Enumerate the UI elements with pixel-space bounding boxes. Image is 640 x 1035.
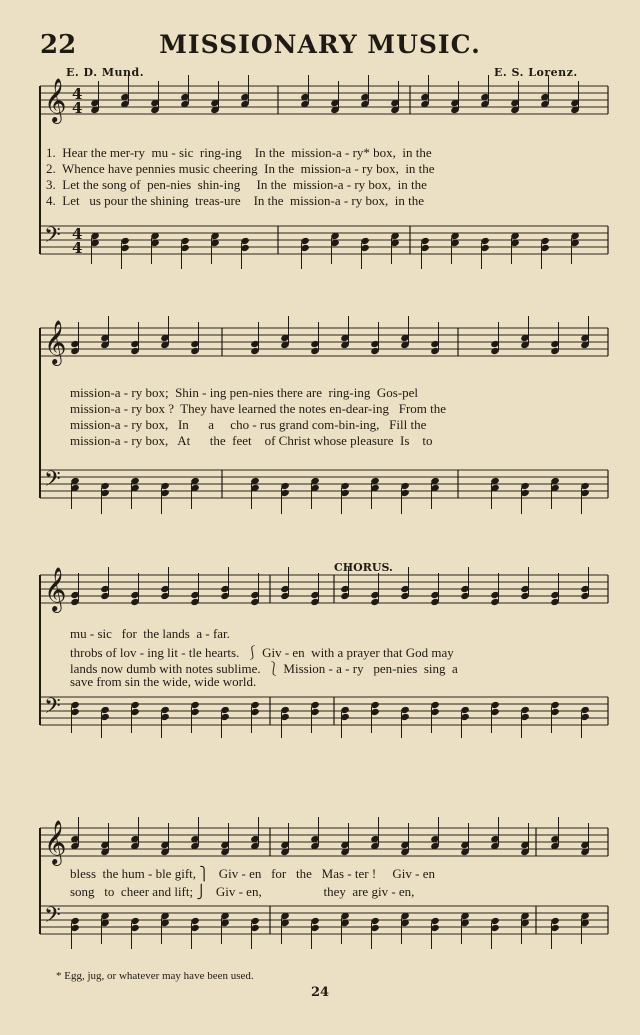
bass-clef: 𝄢 [44, 903, 61, 933]
chorus-label: CHORUS. [334, 561, 393, 574]
lyric-line: mission-a - ry box ? They have learned the notes en-dear-ing From the [70, 401, 447, 416]
lyric-line: song to cheer and lift; ⎭ Giv - en, they are giv - en, [70, 884, 415, 899]
lyric-line: bless the hum - ble gift, ⎫ Giv - en for the Mas - ter ! Giv - en [70, 866, 436, 881]
time-signature-digit: 4 [72, 239, 83, 257]
treble-clef: 𝄞 [44, 320, 67, 364]
time-signature-digit: 4 [72, 99, 83, 117]
time-signature-digit: 4 [72, 225, 83, 243]
bass-clef: 𝄢 [44, 467, 61, 497]
page-number: 22 [40, 30, 77, 60]
lyric-line: 4. Let us pour the shining treas-ure In the mission-a - ry box, in the [46, 193, 425, 208]
composer-credit: E. S. Lorenz. [494, 66, 578, 79]
lyric-line: lands now dumb with notes sublime. ⎱ Mission - a - ry pen-nies sing a [70, 661, 458, 676]
lyricist-credit: E. D. Mund. [66, 66, 145, 79]
bass-clef: 𝄢 [44, 694, 61, 724]
lyric-line: throbs of lov - ing lit - tle hearts. ⎰ Giv - en with a prayer that God may [70, 645, 454, 660]
lyric-line: mission-a - ry box; Shin - ing pen-nies there are ring-ing Gos-pel [70, 385, 419, 400]
lyric-line: 2. Whence have pennies music cheering In the mission-a - ry box, in the [46, 161, 435, 176]
bottom-page-number: 24 [310, 985, 330, 1000]
treble-clef: 𝄞 [44, 820, 67, 864]
lyric-line: mission-a - ry box, In a cho - rus grand com-bin-ing, Fill the [70, 417, 427, 432]
lyric-line: 1. Hear the mer-ry mu - sic ring-ing In the mission-a - ry* box, in the [46, 145, 432, 160]
treble-clef: 𝄞 [44, 78, 67, 122]
lyric-line: save from sin the wide, wide world. [70, 674, 257, 689]
lyric-line: mission-a - ry box, At the feet of Christ whose pleasure Is to [70, 433, 433, 448]
time-signature-digit: 4 [72, 85, 83, 103]
lyric-line: mu - sic for the lands a - far. [70, 626, 230, 641]
hymn-title: MISSIONARY MUSIC. [159, 30, 481, 59]
bass-clef: 𝄢 [44, 223, 61, 253]
lyric-line: 3. Let the song of pen-nies shin-ing In the mission-a - ry box, in the [46, 177, 427, 192]
footnote: * Egg, jug, or whatever may have been used. [56, 970, 254, 982]
treble-clef: 𝄞 [44, 567, 67, 611]
